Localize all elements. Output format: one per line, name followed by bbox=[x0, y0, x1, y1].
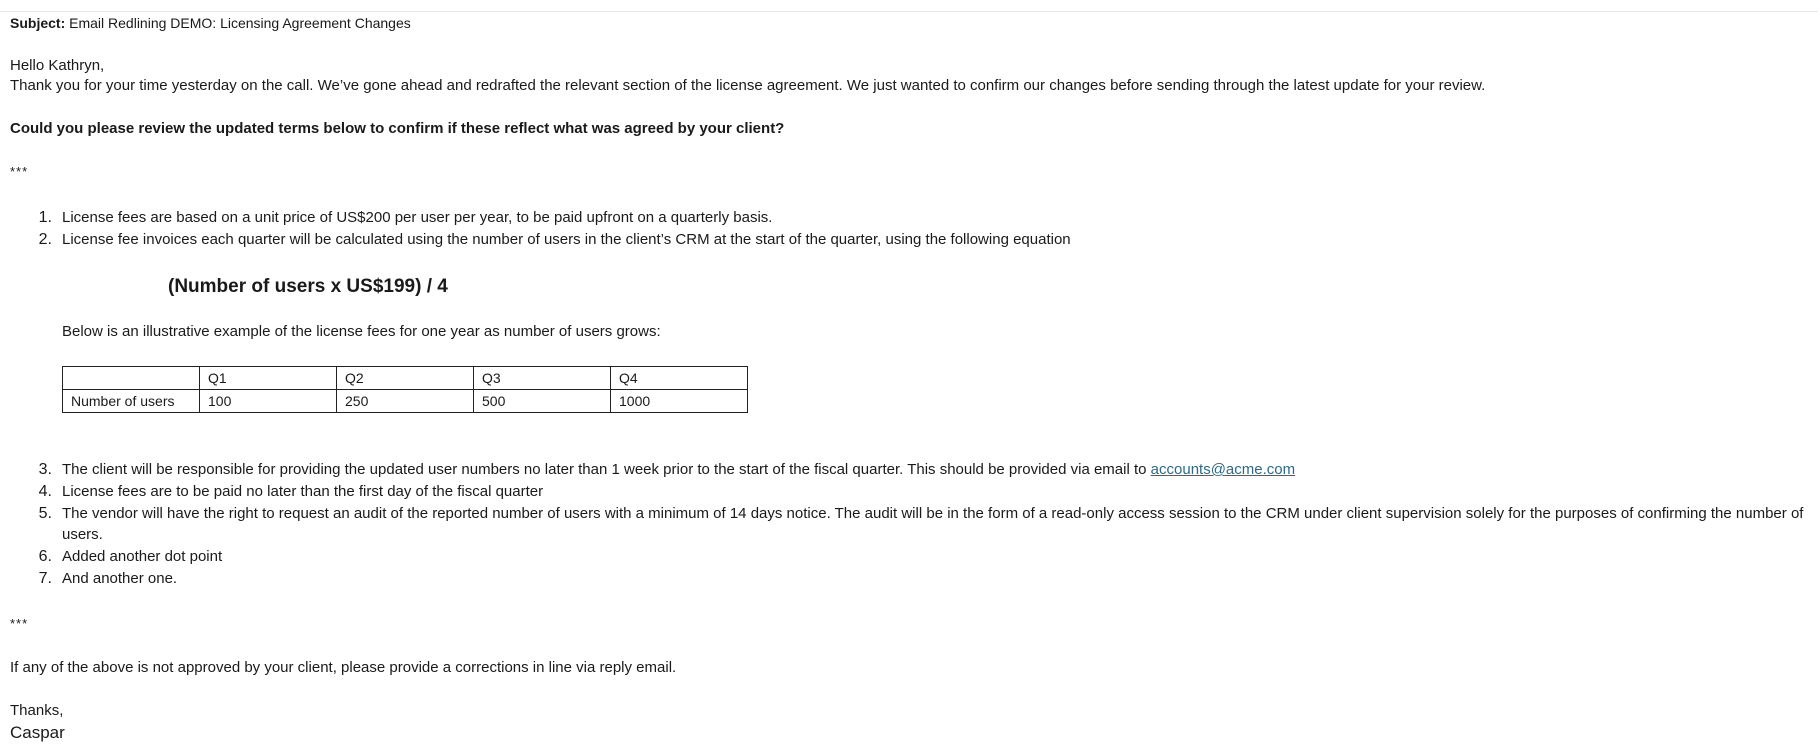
table-header-cell bbox=[63, 367, 200, 390]
separator-top: *** bbox=[10, 164, 29, 179]
clause-number: 5. bbox=[38, 505, 52, 522]
clause-list-b bbox=[0, 459, 1810, 590]
table-header-cell: Q1 bbox=[200, 367, 337, 390]
clause-item bbox=[0, 503, 1810, 545]
greeting: Hello Kathryn, bbox=[10, 57, 105, 74]
table-cell: 100 bbox=[200, 390, 337, 413]
user-growth-table bbox=[62, 366, 748, 413]
signature: Caspar bbox=[10, 723, 65, 742]
clause-item bbox=[0, 546, 1810, 567]
clause-list-a bbox=[0, 207, 1810, 251]
header-divider bbox=[0, 11, 1818, 12]
clause-item bbox=[0, 568, 1810, 589]
intro-paragraph: Thank you for your time yesterday on the call. We’ve gone ahead and redrafted the relevant section of the license agreement. We just wanted to confirm our changes before sending through the latest update for your review. bbox=[10, 77, 1486, 94]
clause-item bbox=[0, 207, 1810, 228]
clause-text: License fees are to be paid no later than the first day of the fiscal quarter bbox=[62, 483, 544, 500]
separator-bottom: *** bbox=[10, 616, 29, 631]
table-cell: 500 bbox=[474, 390, 611, 413]
table-header-cell: Q3 bbox=[474, 367, 611, 390]
clause-item bbox=[0, 229, 1810, 250]
closing-paragraph: If any of the above is not approved by your client, please provide a corrections in line via reply email. bbox=[10, 659, 677, 676]
email-link[interactable]: accounts@acme.com bbox=[1150, 461, 1296, 478]
clause-text: And another one. bbox=[62, 570, 178, 587]
clause-item bbox=[0, 459, 1810, 480]
table-row-label: Number of users bbox=[63, 390, 200, 413]
subject-label: Subject: bbox=[10, 15, 66, 31]
clause-text: Added another dot point bbox=[62, 548, 223, 565]
clause-number: 1. bbox=[38, 209, 52, 226]
review-question: Could you please review the updated terms below to confirm if these reflect what was agreed by your client? bbox=[10, 120, 785, 137]
illustrative-text: Below is an illustrative example of the license fees for one year as number of users grows: bbox=[62, 323, 661, 340]
clause-number: 2. bbox=[38, 231, 52, 248]
table-header-cell: Q4 bbox=[611, 367, 748, 390]
clause-number: 4. bbox=[38, 483, 52, 500]
signoff: Thanks, bbox=[10, 702, 64, 719]
table-row bbox=[63, 390, 748, 413]
subject-text: Email Redlining DEMO: Licensing Agreement Changes bbox=[69, 15, 411, 31]
clause-number: 6. bbox=[38, 548, 52, 565]
clause-text: License fee invoices each quarter will be calculated using the number of users in the client’s CRM at the start of the quarter, using the following equation bbox=[62, 231, 1071, 248]
clause-text: The vendor will have the right to request an audit of the reported number of users with a minimum of 14 days notice. The audit will be in the form of a read-only access session to the CRM under client supervision solely for the purposes of confirming the number of users. bbox=[62, 505, 1804, 543]
clause-number: 7. bbox=[38, 570, 52, 587]
table-cell: 1000 bbox=[611, 390, 748, 413]
table-header-row bbox=[63, 367, 748, 390]
clause-text: The client will be responsible for providing the updated user numbers no later than 1 week prior to the start of the fiscal quarter. This should be provided via email to bbox=[62, 461, 1151, 478]
email-subject bbox=[10, 14, 411, 32]
clause-text: License fees are based on a unit price of US$200 per user per year, to be paid upfront on a quarterly basis. bbox=[62, 209, 773, 226]
clause-number: 3. bbox=[38, 461, 52, 478]
table-header-cell: Q2 bbox=[337, 367, 474, 390]
fee-equation: (Number of users x US$199) / 4 bbox=[168, 276, 448, 297]
table-cell: 250 bbox=[337, 390, 474, 413]
clause-item bbox=[0, 481, 1810, 502]
